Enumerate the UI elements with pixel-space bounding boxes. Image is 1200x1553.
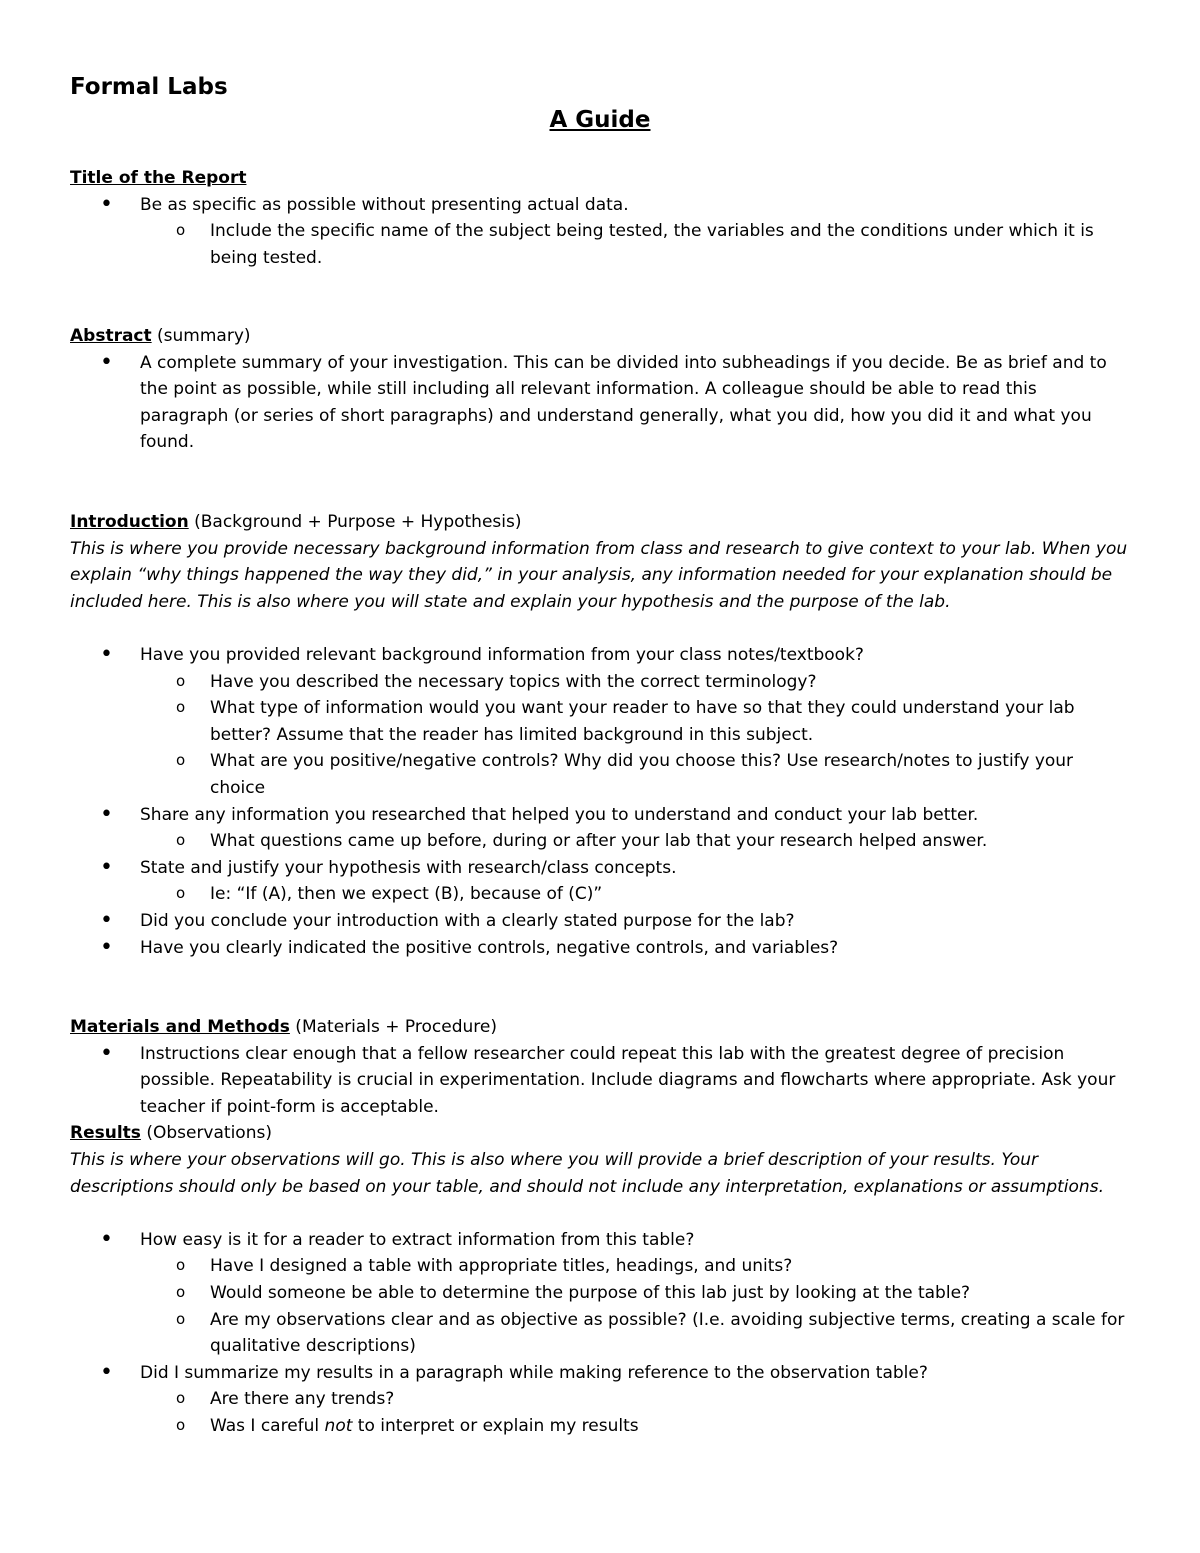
section-introduction	[70, 509, 1130, 961]
sub-list	[140, 1253, 1130, 1359]
section-description: This is where you provide necessary background information from class and research to give context to your lab. When you explain “why things happened the way they did,” in your analysis, any information needed for your explanation should be included here. This is also where you will state and explain your hypothesis and the purpose of the lab.	[70, 538, 1128, 612]
list-item-text: How easy is it for a reader to extract information from this table?	[140, 1229, 695, 1250]
list-item	[70, 192, 1130, 272]
section-heading-results	[70, 1120, 1130, 1147]
sub-list-item: o Have I designed a table with appropriate titles, headings, and units?	[140, 1253, 1130, 1280]
section-materials-methods	[70, 1014, 1130, 1440]
sub-list	[140, 881, 1130, 908]
list-item	[70, 855, 1130, 908]
list-item	[70, 1360, 1130, 1440]
section-abstract	[70, 323, 1130, 456]
heading-note: (Observations)	[140, 1123, 272, 1144]
sub-list	[140, 669, 1130, 802]
heading-label: Introduction	[70, 512, 189, 532]
list-item-text: State and justify your hypothesis with research/class concepts.	[140, 857, 677, 878]
sub-list-item: o What questions came up before, during or after your lab that your research helped answer.	[140, 828, 1130, 855]
list-item: • Have you clearly indicated the positive controls, negative controls, and variables?	[70, 935, 1130, 962]
sub-list	[140, 1386, 1130, 1439]
bullet-list	[70, 642, 1130, 961]
heading-note: (Background + Purpose + Hypothesis)	[188, 512, 522, 532]
heading-note: (summary)	[151, 326, 251, 346]
list-item-text: Have you provided relevant background information from your class notes/textbook?	[140, 644, 864, 665]
heading-label: Title of the Report	[70, 168, 247, 188]
sub-list-item: o Have you described the necessary topics with the correct terminology?	[140, 669, 1130, 696]
bullet-list	[70, 1227, 1130, 1440]
sub-list-item	[140, 1413, 1130, 1440]
list-item	[70, 802, 1130, 855]
section-heading	[70, 509, 1130, 536]
section-heading	[70, 1014, 1130, 1041]
bullet-list	[70, 350, 1130, 456]
heading-label: Results	[70, 1123, 141, 1144]
sub-list	[140, 218, 1130, 271]
sub-list-item: o Ie: “If (A), then we expect (B), because of (C)”	[140, 881, 1130, 908]
section-title-of-report	[70, 165, 1130, 271]
sub-list-item: o What type of information would you want your reader to have so that they could understand your lab better? Assume that the reader has limited background in this subject.	[140, 695, 1130, 748]
list-item: • A complete summary of your investigation. This can be divided into subheadings if you decide. Be as brief and to the point as possible, while still including all relevant information. A colleague should be able to read this paragraph (or series of short paragraphs) and understand generally, what you did, how you did it and what you found.	[70, 350, 1130, 456]
heading-label: Abstract	[70, 326, 152, 346]
document-title: Formal Labs	[70, 74, 228, 100]
heading-note: (Materials + Procedure)	[289, 1017, 497, 1037]
list-item: • Did you conclude your introduction with a clearly stated purpose for the lab?	[70, 908, 1130, 935]
sub-list-item: o What are you positive/negative controls? Why did you choose this? Use research/notes to justify your choice	[140, 748, 1130, 801]
bullet-list	[70, 192, 1130, 272]
heading-label: Materials and Methods	[70, 1017, 290, 1037]
list-item-text: Did I summarize my results in a paragraph while making reference to the observation table?	[140, 1362, 928, 1383]
sub-list-item: o Would someone be able to determine the purpose of this lab just by looking at the table?	[140, 1280, 1130, 1307]
sub-list	[140, 828, 1130, 855]
section-heading	[70, 165, 1130, 192]
list-item	[70, 1227, 1130, 1360]
sub-list-item: o Include the specific name of the subject being tested, the variables and the conditions under which it is being tested.	[140, 218, 1130, 271]
section-heading	[70, 323, 1130, 350]
text-run: to interpret or explain my results	[352, 1415, 639, 1436]
document-subtitle: A Guide	[549, 107, 651, 133]
emphasis-text: not	[324, 1415, 353, 1436]
sub-list-item: o Are there any trends?	[140, 1386, 1130, 1413]
list-item: • Instructions clear enough that a fellow researcher could repeat this lab with the greatest degree of precision possible. Repeatability is crucial in experimentation. Include diagrams and flowcharts where appropriate. Ask your teacher if point-form is acceptable.	[70, 1041, 1130, 1121]
bullet-list	[70, 1041, 1130, 1121]
section-description: This is where your observations will go. This is also where you will provide a brief description of your results. Your descriptions should only be based on your table, and should not include any interpretation, explanations or assumptions.	[70, 1149, 1104, 1197]
list-item	[70, 642, 1130, 802]
list-item-text: Be as specific as possible without presenting actual data.	[140, 194, 629, 215]
sub-list-item: o Are my observations clear and as objective as possible? (I.e. avoiding subjective terms, creating a scale for qualitative descriptions)	[140, 1307, 1130, 1360]
text-run: Was I careful	[210, 1415, 325, 1436]
list-item-text: Share any information you researched that helped you to understand and conduct your lab better.	[140, 804, 979, 825]
